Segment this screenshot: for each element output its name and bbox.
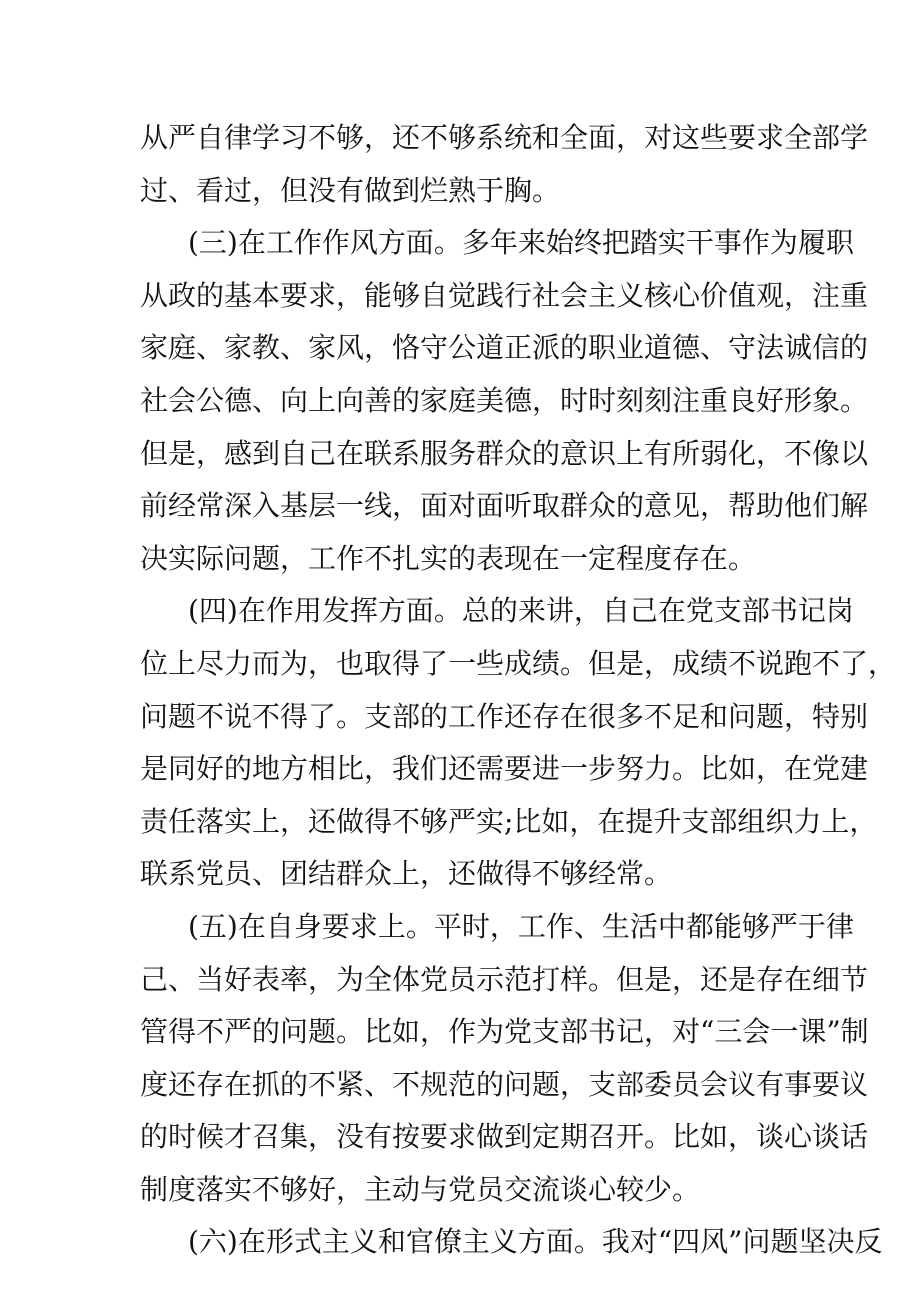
paragraph-heading-line: (五)在自身要求上。平时，工作、生活中都能够严于律 bbox=[188, 909, 854, 943]
text-line: 责任落实上，还做得不够严实;比如，在提升支部组织力上， bbox=[140, 804, 878, 838]
text-line: 管得不严的问题。比如，作为党支部书记，对“三会一课”制 bbox=[140, 1015, 869, 1049]
text-line: 社会公德、向上向善的家庭美德，时时刻刻注重良好形象。 bbox=[140, 383, 869, 417]
text-line: 决实际问题，工作不扎实的表现在一定程度存在。 bbox=[140, 541, 757, 575]
document-body bbox=[140, 112, 897, 1269]
text-line: 家庭、家教、家风，恪守公道正派的职业道德、守法诚信的 bbox=[140, 331, 869, 365]
text-line: 度还存在抓的不紧、不规范的问题，支部委员会议有事要议 bbox=[140, 1067, 869, 1101]
text-line: 但是，感到自己在联系服务群众的意识上有所弱化，不像以 bbox=[140, 436, 869, 470]
text-line: 的时候才召集，没有按要求做到定期召开。比如，谈心谈话 bbox=[140, 1120, 869, 1154]
text-line: 联系党员、团结群众上，还做得不够经常。 bbox=[140, 857, 673, 891]
paragraph-heading-line: (四)在作用发挥方面。总的来讲，自己在党支部书记岗 bbox=[188, 594, 854, 628]
text-line: 己、当好表率，为全体党员示范打样。但是，还是存在细节 bbox=[140, 962, 869, 996]
paragraph-heading-line: (六)在形式主义和官僚主义方面。我对“四风”问题坚决反 bbox=[188, 1225, 883, 1259]
text-line: 前经常深入基层一线，面对面听取群众的意见，帮助他们解 bbox=[140, 489, 869, 523]
text-line: 从政的基本要求，能够自觉践行社会主义核心价值观，注重 bbox=[140, 278, 869, 312]
text-line: 问题不说不得了。支部的工作还存在很多不足和问题，特别 bbox=[140, 699, 869, 733]
text-line: 制度落实不够好，主动与党员交流谈心较少。 bbox=[140, 1172, 701, 1206]
paragraph-heading-line: (三)在工作作风方面。多年来始终把踏实干事作为履职 bbox=[188, 226, 854, 260]
text-line: 是同好的地方相比，我们还需要进一步努力。比如，在党建 bbox=[140, 752, 869, 786]
text-line: 从严自律学习不够，还不够系统和全面，对这些要求全部学 bbox=[140, 121, 869, 154]
text-line: 位上尽力而为，也取得了一些成绩。但是，成绩不说跑不了， bbox=[140, 646, 897, 680]
text-line: 过、看过，但没有做到烂熟于胸。 bbox=[140, 173, 561, 207]
